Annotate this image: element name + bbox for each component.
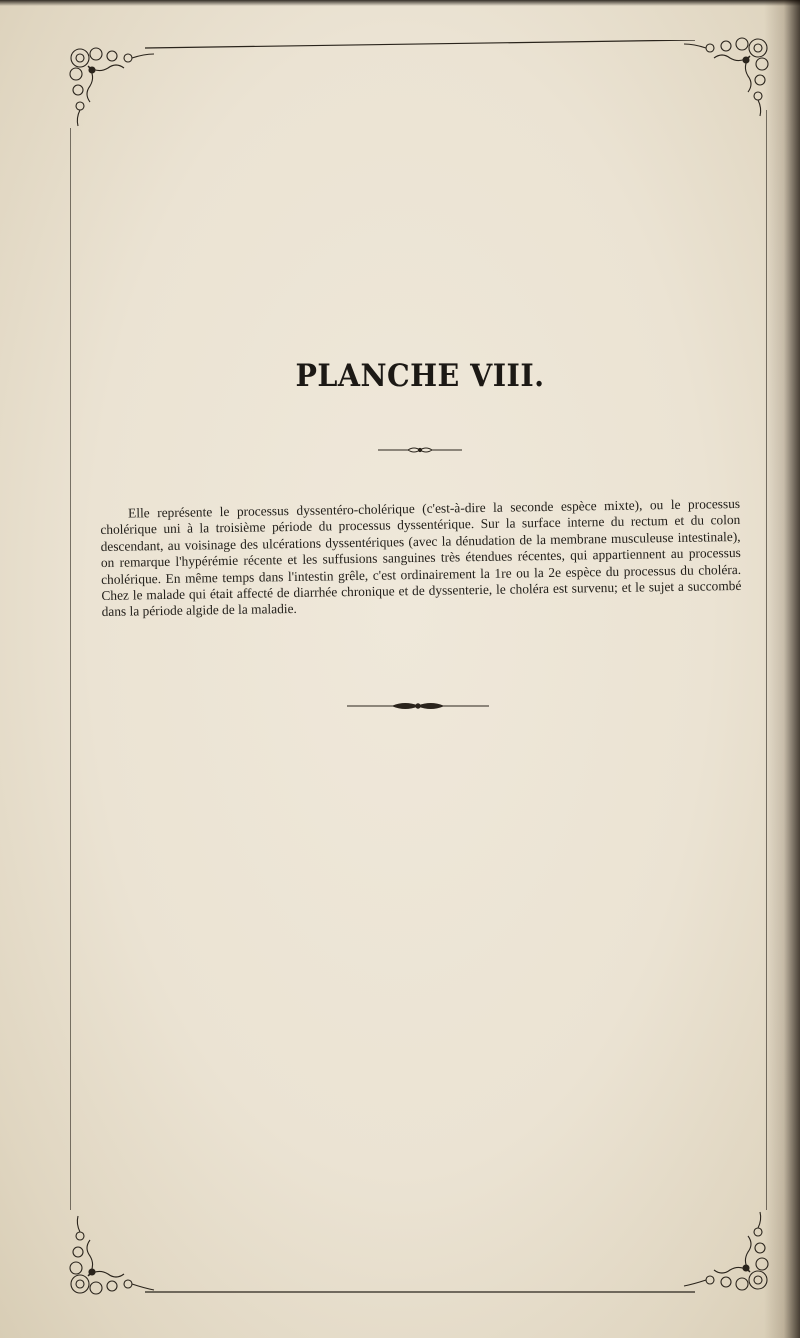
plate-title: PLANCHE VIII. xyxy=(295,358,545,394)
divider-ornament-top xyxy=(378,443,462,457)
page-border-frame xyxy=(70,40,767,1293)
top-edge-shadow xyxy=(0,0,800,6)
divider-ornament-bottom xyxy=(347,698,489,714)
plate-description xyxy=(100,496,742,621)
description-paragraph: Elle représente le processus dyssentéro-cholérique (c'est-à-dire la seconde espèce mixte), ou le processus cholérique uni à la troisième période du processus dyssentérique. Sur la surface interne du rectum et du colon descendant, au voisinage des ulcérations dyssentériques (avec la dénudation de la membrane musculeuse intestinale), on remarque l'hypérémie récente et les suffusions sanguines très étendues récentes, qui appartiennent au processus cholérique. En même temps dans l'intestin grêle, c'est ordinairement la 1re ou la 2e espèce du processus du choléra. Chez le malade qui était affecté de diarrhée chronique et de dyssenterie, le choléra est survenu; et le sujet a succombé dans la période algide de la maladie. xyxy=(100,495,742,620)
corner-ornament-top-left xyxy=(66,44,156,128)
spine-shadow xyxy=(764,0,800,1338)
corner-ornament-bottom-right xyxy=(682,1208,772,1294)
corner-ornament-top-right xyxy=(682,34,772,118)
corner-ornament-bottom-left xyxy=(66,1212,156,1298)
